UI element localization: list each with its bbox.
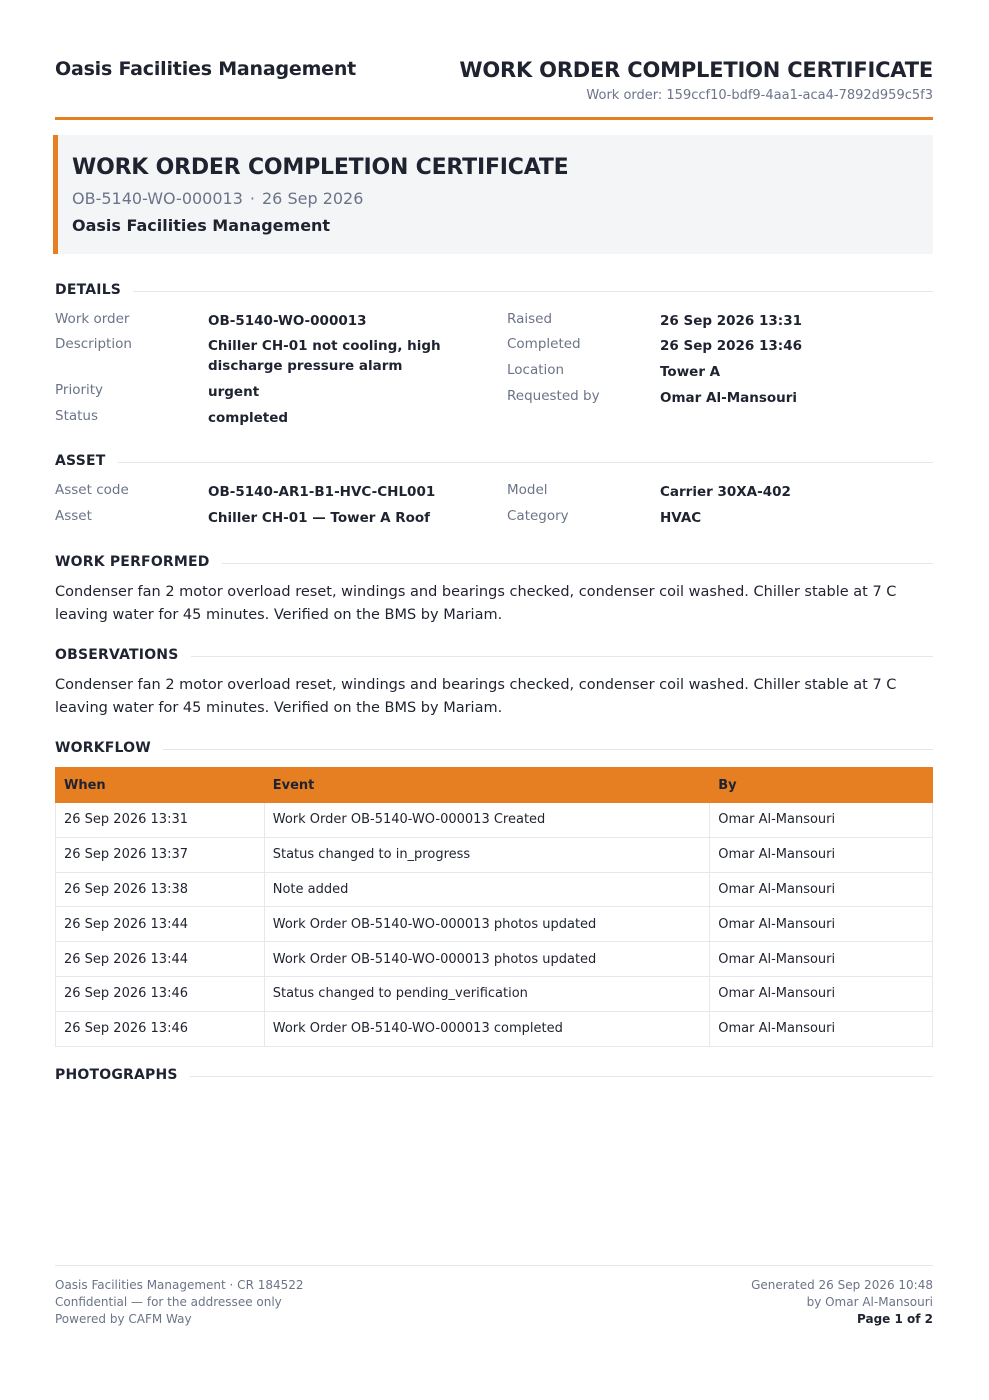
detail-value: Chiller CH-01 not cooling, high discharge pressure alarm [208, 338, 441, 374]
asset-label: Category [507, 508, 569, 524]
detail-value: OB-5140-WO-000013 [208, 313, 367, 329]
asset-value: Carrier 30XA-402 [660, 484, 791, 500]
footer-powered-by: Powered by CAFM Way [55, 1312, 192, 1326]
footer-confidential: Confidential — for the addressee only [55, 1295, 282, 1309]
section-photographs [55, 1067, 933, 1087]
detail-label: Requested by [507, 388, 600, 404]
cell-event: Work Order OB-5140-WO-000013 completed [264, 1011, 710, 1046]
column-header-by: By [710, 768, 933, 803]
cell-event: Status changed to in_progress [264, 837, 710, 872]
section-rule [55, 749, 933, 750]
header-divider [55, 117, 933, 120]
observations-text: Condenser fan 2 motor overload reset, windings and bearings checked, condenser coil washed. Chiller stable at 7 C leaving water for 45 minutes. Verified on the BMS by Mariam. [55, 677, 897, 716]
asset-value: OB-5140-AR1-B1-HVC-CHL001 [208, 484, 436, 500]
asset-value: HVAC [660, 510, 702, 526]
table-row [56, 1011, 933, 1046]
asset-label: Model [507, 482, 548, 498]
cell-by: Omar Al-Mansouri [710, 803, 933, 838]
detail-label: Completed [507, 336, 581, 352]
asset-label: Asset [55, 508, 92, 524]
cell-by: Omar Al-Mansouri [710, 837, 933, 872]
footer-divider [55, 1265, 933, 1266]
detail-label: Priority [55, 382, 104, 398]
title-banner [53, 135, 933, 254]
cell-when: 26 Sep 2026 13:46 [56, 1011, 265, 1046]
section-heading: OBSERVATIONS [55, 647, 191, 663]
table-row [56, 872, 933, 907]
cell-when: 26 Sep 2026 13:38 [56, 872, 265, 907]
table-row [56, 976, 933, 1011]
cell-when: 26 Sep 2026 13:44 [56, 942, 265, 977]
table-row [56, 803, 933, 838]
detail-value: completed [208, 410, 289, 426]
section-details [55, 282, 933, 302]
cell-when: 26 Sep 2026 13:37 [56, 837, 265, 872]
detail-label: Status [55, 408, 99, 424]
section-rule [55, 291, 933, 292]
cell-by: Omar Al-Mansouri [710, 872, 933, 907]
table-row [56, 837, 933, 872]
section-asset [55, 453, 933, 473]
table-row [56, 907, 933, 942]
detail-label: Description [55, 336, 132, 352]
detail-label: Raised [507, 311, 553, 327]
organization-name: Oasis Facilities Management [55, 58, 357, 80]
banner-wo-number: OB-5140-WO-000013 [72, 189, 243, 208]
banner-separator: · [249, 189, 255, 208]
certificate-page [55, 0, 933, 1400]
banner-subtitle [72, 189, 363, 208]
section-heading: WORK PERFORMED [55, 554, 222, 570]
page-number: Page 1 of 2 [857, 1312, 933, 1326]
column-header-when: When [56, 768, 265, 803]
document-title: WORK ORDER COMPLETION CERTIFICATE [459, 58, 933, 82]
cell-event: Work Order OB-5140-WO-000013 Created [264, 803, 710, 838]
banner-title: WORK ORDER COMPLETION CERTIFICATE [72, 155, 569, 180]
cell-event: Status changed to pending_verification [264, 976, 710, 1011]
footer-company: Oasis Facilities Management · CR 184522 [55, 1278, 304, 1292]
detail-value: 26 Sep 2026 13:31 [660, 313, 802, 329]
section-heading: WORKFLOW [55, 740, 163, 756]
section-work-performed [55, 554, 933, 574]
cell-when: 26 Sep 2026 13:44 [56, 907, 265, 942]
table-row [56, 942, 933, 977]
detail-value: urgent [208, 384, 260, 400]
asset-label: Asset code [55, 482, 129, 498]
footer-right [751, 1277, 933, 1328]
cell-by: Omar Al-Mansouri [710, 907, 933, 942]
banner-organization: Oasis Facilities Management [72, 216, 331, 235]
section-rule [55, 462, 933, 463]
cell-when: 26 Sep 2026 13:46 [56, 976, 265, 1011]
detail-label: Work order [55, 311, 130, 327]
section-heading: PHOTOGRAPHS [55, 1067, 190, 1083]
cell-by: Omar Al-Mansouri [710, 1011, 933, 1046]
workflow-table [55, 767, 933, 1047]
work-order-reference: Work order: 159ccf10-bdf9-4aa1-aca4-7892d959c5f3 [586, 88, 933, 103]
section-heading: ASSET [55, 453, 118, 469]
footer-left [55, 1277, 304, 1328]
work-performed-text: Condenser fan 2 motor overload reset, windings and bearings checked, condenser coil washed. Chiller stable at 7 C leaving water for 45 minutes. Verified on the BMS by Mariam. [55, 584, 897, 623]
cell-by: Omar Al-Mansouri [710, 942, 933, 977]
table-header-row [56, 768, 933, 803]
asset-value: Chiller CH-01 — Tower A Roof [208, 510, 431, 526]
section-observations [55, 647, 933, 667]
detail-label: Location [507, 362, 565, 378]
section-heading: DETAILS [55, 282, 133, 298]
detail-value: Tower A [660, 364, 721, 380]
cell-by: Omar Al-Mansouri [710, 976, 933, 1011]
section-workflow [55, 740, 933, 760]
page-header [55, 58, 933, 118]
cell-event: Note added [264, 872, 710, 907]
banner-date: 26 Sep 2026 [262, 189, 364, 208]
cell-when: 26 Sep 2026 13:31 [56, 803, 265, 838]
footer-generated: Generated 26 Sep 2026 10:48 [751, 1278, 933, 1292]
cell-event: Work Order OB-5140-WO-000013 photos updated [264, 907, 710, 942]
column-header-event: Event [264, 768, 710, 803]
detail-value: Omar Al-Mansouri [660, 390, 798, 406]
cell-event: Work Order OB-5140-WO-000013 photos updated [264, 942, 710, 977]
footer-generated-by: by Omar Al-Mansouri [806, 1295, 933, 1309]
detail-value: 26 Sep 2026 13:46 [660, 338, 802, 354]
